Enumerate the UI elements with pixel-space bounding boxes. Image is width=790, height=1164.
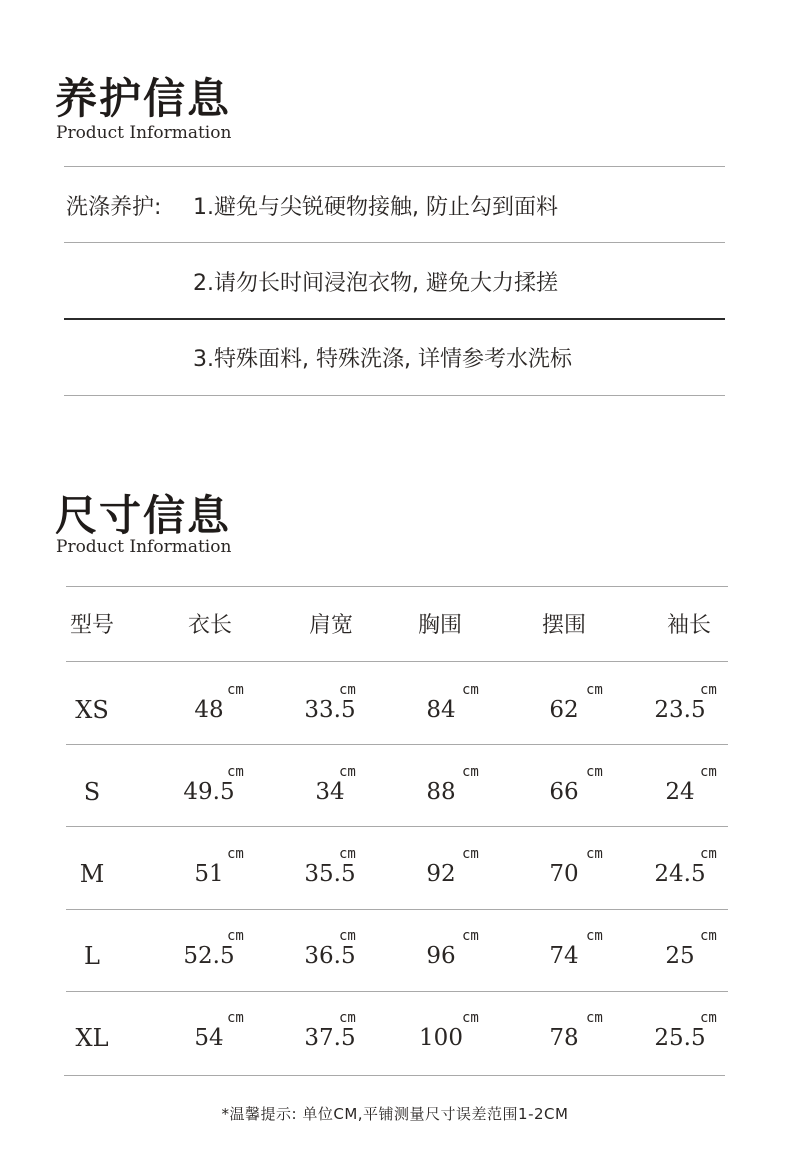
unit-chest-l: cm [462,928,479,944]
unit-hem-xs: cm [586,682,603,698]
table-divider-row-2 [66,826,728,827]
header-hem: 摆围 [541,613,587,638]
value-length-m: 51 [194,861,224,887]
care-label: 洗涤养护: [66,195,162,220]
size-footnote: *温馨提示: 单位CM,平铺测量尺寸误差范围1-2CM [221,1105,569,1123]
unit-sleeve-m: cm [700,846,717,862]
unit-shoulder-s: cm [339,764,356,780]
unit-sleeve-xl: cm [700,1010,717,1026]
unit-length-xs: cm [227,682,244,698]
unit-shoulder-xl: cm [339,1010,356,1026]
unit-length-xl: cm [227,1010,244,1026]
table-divider-bottom [64,1075,725,1076]
unit-chest-xs: cm [462,682,479,698]
care-section-subtitle: Product Information [56,123,232,143]
value-chest-l: 96 [426,943,456,969]
value-hem-s: 66 [549,779,579,805]
value-chest-xl: 100 [419,1025,463,1051]
value-sleeve-xl: 25.5 [654,1025,706,1051]
size-label-m: M [79,860,105,888]
care-divider-bottom [64,395,725,396]
unit-shoulder-l: cm [339,928,356,944]
care-item-2: 2.请勿长时间浸泡衣物, 避免大力揉搓 [193,271,558,296]
unit-chest-xl: cm [462,1010,479,1026]
value-length-s: 49.5 [183,779,235,805]
unit-hem-m: cm [586,846,603,862]
value-length-xl: 54 [194,1025,224,1051]
unit-shoulder-xs: cm [339,682,356,698]
care-item-1: 1.避免与尖锐硬物接触, 防止勾到面料 [193,195,558,220]
unit-length-m: cm [227,846,244,862]
value-hem-l: 74 [549,943,579,969]
unit-sleeve-l: cm [700,928,717,944]
size-label-l: L [84,942,100,970]
header-shoulder: 肩宽 [308,613,354,638]
unit-length-l: cm [227,928,244,944]
value-sleeve-xs: 23.5 [654,697,706,723]
value-hem-xs: 62 [549,697,579,723]
size-section-title: 尺寸信息 [55,491,232,540]
size-label-xl: XL [75,1024,109,1052]
value-chest-s: 88 [426,779,456,805]
table-divider-top [66,586,728,587]
unit-hem-xl: cm [586,1010,603,1026]
header-length: 衣长 [187,613,233,638]
unit-length-s: cm [227,764,244,780]
value-sleeve-m: 24.5 [654,861,706,887]
header-sleeve: 袖长 [666,613,712,638]
care-divider-1 [64,242,725,243]
value-shoulder-m: 35.5 [304,861,356,887]
header-chest: 胸围 [417,613,463,638]
value-hem-m: 70 [549,861,579,887]
value-shoulder-xs: 33.5 [304,697,356,723]
size-label-xs: XS [75,696,109,724]
header-model: 型号 [69,613,115,638]
value-chest-m: 92 [426,861,456,887]
size-section-subtitle: Product Information [56,537,232,557]
value-hem-xl: 78 [549,1025,579,1051]
table-divider-row-1 [66,744,728,745]
value-shoulder-s: 34 [315,779,345,805]
care-item-3: 3.特殊面料, 特殊洗涤, 详情参考水洗标 [193,347,572,372]
size-label-s: S [83,778,101,806]
unit-hem-l: cm [586,928,603,944]
table-divider-header [66,661,728,662]
table-divider-row-4 [66,991,728,992]
unit-sleeve-s: cm [700,764,717,780]
unit-sleeve-xs: cm [700,682,717,698]
care-divider-top [64,166,725,167]
value-length-xs: 48 [194,697,224,723]
value-length-l: 52.5 [183,943,235,969]
care-section-title: 养护信息 [55,74,232,123]
value-sleeve-l: 25 [665,943,695,969]
table-divider-row-3 [66,909,728,910]
unit-chest-s: cm [462,764,479,780]
value-shoulder-xl: 37.5 [304,1025,356,1051]
value-chest-xs: 84 [426,697,456,723]
value-sleeve-s: 24 [665,779,695,805]
unit-shoulder-m: cm [339,846,356,862]
value-shoulder-l: 36.5 [304,943,356,969]
unit-chest-m: cm [462,846,479,862]
care-divider-2 [64,318,725,320]
unit-hem-s: cm [586,764,603,780]
